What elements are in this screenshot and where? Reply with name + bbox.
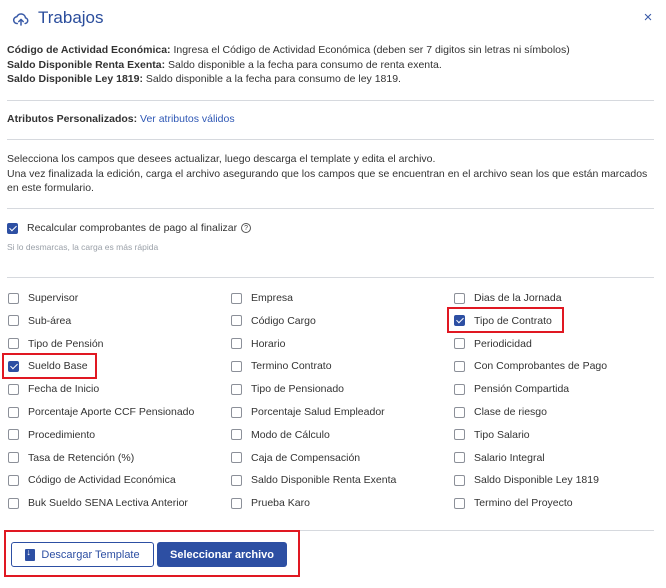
field-checkbox[interactable] <box>8 315 19 326</box>
field-checkbox[interactable] <box>231 475 242 486</box>
field-label: Porcentaje Salud Empleador <box>251 406 385 418</box>
field-checkbox[interactable] <box>231 315 242 326</box>
field-label: Sueldo Base <box>28 360 88 373</box>
field-checkbox[interactable] <box>8 475 19 486</box>
field-checkbox-item[interactable] <box>8 315 71 327</box>
field-checkbox-item[interactable] <box>454 338 532 350</box>
close-icon[interactable]: × <box>643 9 653 26</box>
field-checkbox-item[interactable] <box>8 474 176 486</box>
field-label: Buk Sueldo SENA Lectiva Anterior <box>28 497 188 510</box>
divider <box>7 100 654 101</box>
field-label: Prueba Karo <box>251 497 310 510</box>
field-checkbox-item[interactable] <box>8 452 134 464</box>
field-checkbox[interactable] <box>454 293 465 304</box>
field-checkbox[interactable] <box>8 407 19 418</box>
field-label: Con Comprobantes de Pago <box>474 360 608 373</box>
field-checkbox-item[interactable] <box>454 360 607 372</box>
modal-header <box>0 0 666 38</box>
field-checkbox-item[interactable] <box>454 497 573 509</box>
field-label: Dias de la Jornada <box>474 292 562 304</box>
field-label: Sub-área <box>28 314 72 327</box>
field-checkbox-item[interactable] <box>454 292 562 304</box>
field-checkbox-item[interactable] <box>454 474 599 486</box>
field-checkbox-item[interactable] <box>8 406 194 418</box>
cloud-upload-icon <box>12 10 30 28</box>
recalc-hint: Si lo desmarcas, la carga es más rápida <box>7 242 159 252</box>
field-checkbox-item[interactable] <box>231 383 344 395</box>
field-checkbox[interactable] <box>454 452 465 463</box>
field-checkbox[interactable] <box>8 429 19 440</box>
field-label: Código de Actividad Económica <box>28 474 176 487</box>
field-checkbox[interactable] <box>454 475 465 486</box>
recalc-checkbox-row[interactable] <box>7 222 251 234</box>
field-label: Tipo de Pensionado <box>251 383 345 396</box>
info-line: Saldo Disponible Renta Exenta: Saldo disponible a la fecha para consumo de renta exenta. <box>7 58 442 71</box>
field-checkbox[interactable] <box>8 293 19 304</box>
field-checkbox-item[interactable] <box>231 360 332 372</box>
field-checkbox-item[interactable] <box>231 406 385 418</box>
field-checkbox-item[interactable] <box>454 383 569 395</box>
field-checkbox-item[interactable] <box>231 429 330 441</box>
help-icon[interactable]: ? <box>241 223 251 233</box>
field-checkbox[interactable] <box>454 498 465 509</box>
field-checkbox[interactable] <box>8 338 19 349</box>
recalc-checkbox[interactable] <box>7 223 18 234</box>
field-checkbox[interactable] <box>8 452 19 463</box>
field-checkbox-item[interactable] <box>231 474 396 486</box>
field-checkbox[interactable] <box>8 384 19 395</box>
field-label: Clase de riesgo <box>474 406 547 418</box>
field-checkbox[interactable] <box>8 498 19 509</box>
field-label: Pensión Compartida <box>474 383 570 396</box>
field-checkbox[interactable] <box>231 429 242 440</box>
field-checkbox-item[interactable] <box>8 338 104 350</box>
field-label: Tasa de Retención (%) <box>28 451 135 464</box>
field-checkbox-item[interactable] <box>8 429 95 441</box>
field-label: Caja de Compensación <box>251 451 361 464</box>
field-checkbox-item[interactable] <box>454 429 530 441</box>
field-label: Empresa <box>251 292 294 304</box>
field-checkbox[interactable] <box>454 429 465 440</box>
select-file-button[interactable]: Seleccionar archivo <box>157 542 287 567</box>
field-label: Modo de Cálculo <box>251 428 330 441</box>
field-checkbox-item[interactable] <box>454 452 545 464</box>
field-label: Procedimiento <box>28 428 96 441</box>
field-checkbox-item[interactable] <box>231 292 293 304</box>
info-line: Código de Actividad Económica: Ingresa el Código de Actividad Económica (deben ser 7 digitos sin letras ni símbolos) <box>7 44 570 56</box>
field-label: Saldo Disponible Ley 1819 <box>474 474 599 487</box>
field-checkbox-item[interactable] <box>8 497 188 509</box>
field-checkbox-item[interactable] <box>231 452 360 464</box>
field-checkbox-item[interactable] <box>8 292 78 304</box>
divider <box>7 139 654 140</box>
highlight-tipo-contrato <box>447 307 564 333</box>
field-label: Termino Contrato <box>251 360 332 373</box>
field-label: Supervisor <box>28 292 79 304</box>
field-descriptions <box>7 43 570 87</box>
field-label: Periodicidad <box>474 337 532 350</box>
field-checkbox-item[interactable] <box>231 338 285 350</box>
divider <box>7 277 654 278</box>
highlight-sueldo-base <box>2 353 97 379</box>
field-label: Termino del Proyecto <box>474 497 573 510</box>
instructions: Selecciona los campos que desees actualizar, luego descarga el template y edita el archivo. Una vez finalizada la edición, carga el archivo asegurando que los campos que se encuentran en el archivo sean los que están marcados en este formulario. <box>7 153 648 194</box>
recalc-label: Recalcular comprobantes de pago al finalizar <box>27 222 238 234</box>
field-checkbox[interactable] <box>454 361 465 372</box>
field-label: Tipo Salario <box>474 428 530 441</box>
info-line: Saldo Disponible Ley 1819: Saldo disponible a la fecha para consumo de ley 1819. <box>7 73 401 85</box>
valid-attributes-link[interactable]: Ver atributos válidos <box>140 113 235 125</box>
field-checkbox[interactable] <box>454 407 465 418</box>
field-checkbox[interactable] <box>231 407 242 418</box>
field-label: Salario Integral <box>474 451 545 464</box>
field-label: Saldo Disponible Renta Exenta <box>251 474 397 487</box>
field-checkbox[interactable] <box>454 384 465 395</box>
field-label: Tipo de Contrato <box>474 314 552 327</box>
field-checkbox-item[interactable] <box>231 315 316 327</box>
modal-title: Trabajos <box>38 8 104 27</box>
field-label: Código Cargo <box>251 314 316 327</box>
divider <box>7 208 654 209</box>
download-icon <box>25 549 35 561</box>
field-checkbox[interactable] <box>231 361 242 372</box>
custom-attributes: Atributos Personalizados: Ver atributos válidos <box>7 113 235 125</box>
field-checkbox-item[interactable] <box>231 497 310 509</box>
field-label: Porcentaje Aporte CCF Pensionado <box>28 406 195 418</box>
download-template-button[interactable]: ↓ Descargar Template <box>11 542 154 567</box>
field-checkbox[interactable] <box>231 498 242 509</box>
field-checkbox-item[interactable] <box>454 406 547 418</box>
field-checkbox[interactable] <box>231 338 242 349</box>
field-checkbox[interactable] <box>454 338 465 349</box>
field-label: Tipo de Pensión <box>28 337 104 350</box>
field-label: Horario <box>251 337 286 350</box>
field-checkbox[interactable] <box>231 452 242 463</box>
field-checkbox[interactable] <box>231 384 242 395</box>
field-label: Fecha de Inicio <box>28 383 100 396</box>
field-checkbox-item[interactable] <box>8 383 99 395</box>
field-checkbox[interactable] <box>231 293 242 304</box>
